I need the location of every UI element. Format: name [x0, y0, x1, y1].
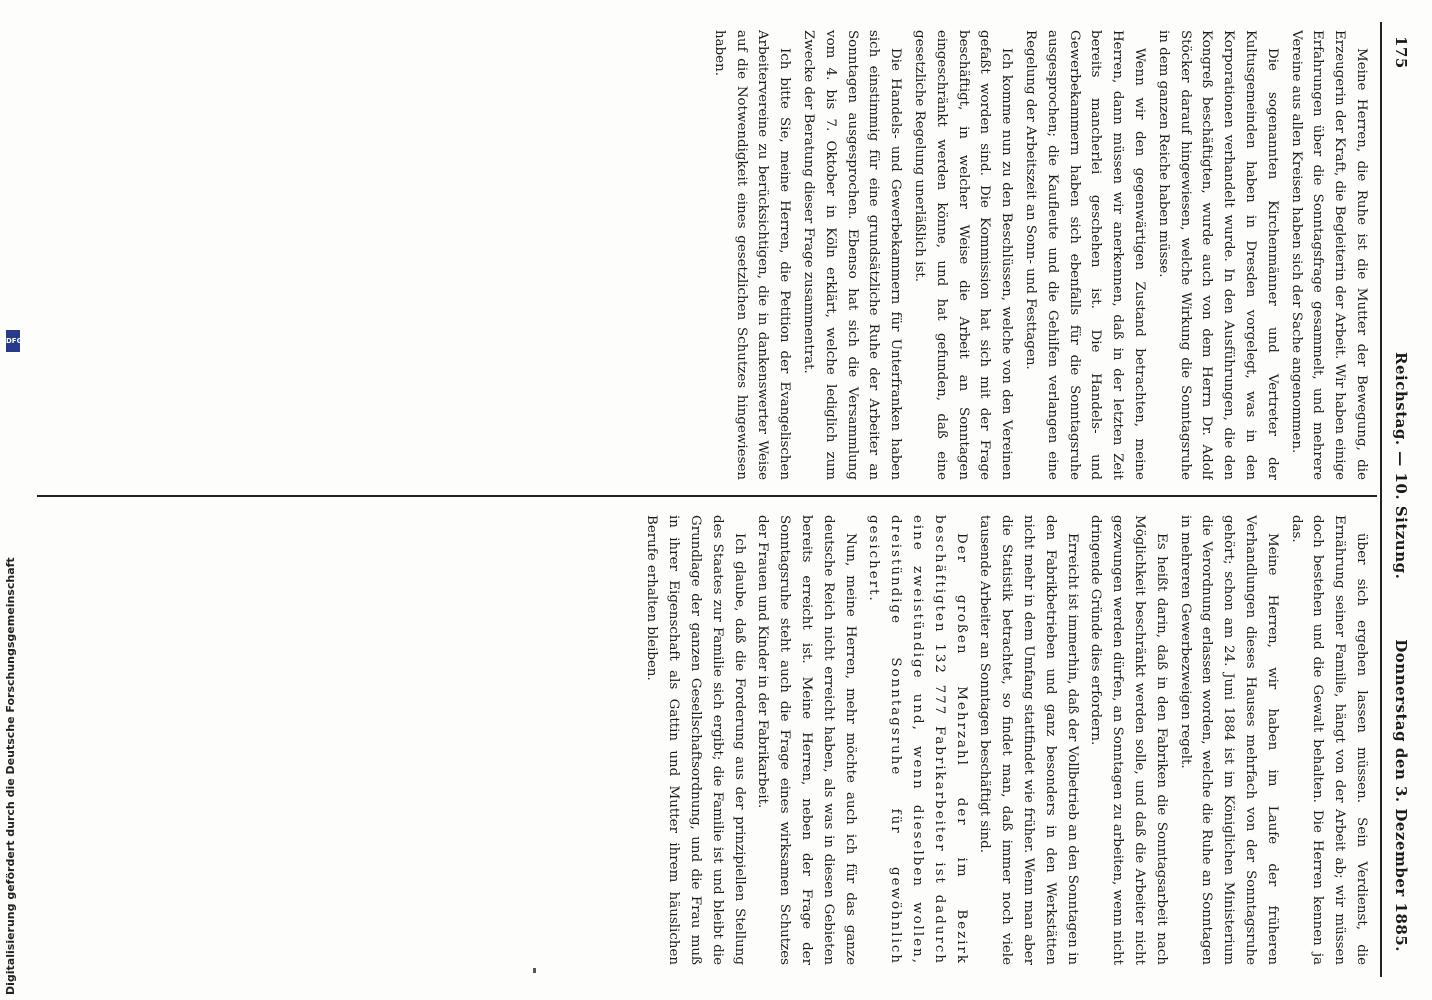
paragraph: Die sogenannten Kirchenmänner und Vertreter der Kultusgemeinden haben in Dresden vorgelegt, was in den Korporationen verhandelt wurde. In den Ausführungen, die den Kongreß beschäftigten, wurde auch von dem Herrn Dr. Adolf Stöcker darauf hingewiesen, welche Wirkung die Sonntagsruhe in dem ganzen Reiche haben müsse. [1155, 30, 1280, 480]
credit-text: Digitalisierung gefördert durch die Deutsche Forschungsgemeinschaft [4, 557, 17, 995]
header-rule [1380, 22, 1382, 977]
paragraph: Nun, meine Herren, mehr möchte auch ich für das ganze deutsche Reich nicht erreicht haben, als was in diesen Gebieten bereits erreicht ist. Meine Herren, neben der Frage der Sonntagsruhe steht auch die Frage eines wirksamen Schutzes der Frauen und Kinder in der Fabrikarbeit. [755, 515, 858, 965]
paragraph: Erreicht ist immerhin, daß der Vollbetrieb an den Sonntagen in den Fabrikbetrieben und ganz besonders in den Werkstätten nicht mehr in dem Umfang stattfindet wie früher. Wenn man aber die Statistik betrachtet, so findet man, daß immer noch viele tausende Arbeiter an Sonntagen beschäftigt sind. [977, 515, 1080, 965]
dfg-logo [6, 330, 23, 352]
paragraph: über sich ergehen lassen müssen. Sein Verdienst, die Ernährung seiner Familie, hängt von der Arbeit ab; wir müssen doch bestehen und die Gewalt behalten. Die Herren kennen ja das. [1288, 515, 1369, 965]
column-divider [37, 495, 1377, 497]
paragraph: Ich komme nun zu den Beschlüssen, welche von den Vereinen gefaßt worden sind. Die Kommission hat sich mit der Frage beschäftigt, in welcher Weise die Arbeit an Sonntagen eingeschränkt werden könne, und hat gefunden, daß eine gesetzliche Regelung unerläßlich ist. [912, 30, 1015, 480]
paragraph: Meine Herren, die Ruhe ist die Mutter der Bewegung, die Erzeugerin der Kraft, die Begleiterin der Arbeit. Wir haben einige Erfahrungen über die Sonntagsfrage gesammelt, und mehrere Vereine aus allen Kreisen haben sich der Sache angenommen. [1288, 30, 1369, 480]
page-date: Donnerstag den 3. Dezember 1885. [1392, 639, 1410, 952]
digitization-credit [4, 330, 22, 995]
paragraph: Ich glaube, daß die Forderung aus der prinzipiellen Stellung des Staates zur Familie sich ergibt; die Familie ist und bleibt die Grundlage der ganzen Gesellschaftsordnung, und die Frau muß in ihrer Eigenschaft als Gattin und Mutter ihrem häuslichen Berufe erhalten bleiben. [644, 515, 747, 965]
paragraph: Die Handels- und Gewerbekammern für Unterfranken haben sich einstimmig für eine grundsätzliche Ruhe der Arbeiter an Sonntagen ausgesprochen. Ebenso hat sich die Versammlung vom 4. bis 7. Oktober in Köln erklärt, welche lediglich zum Zwecke der Beratung dieser Frage zusammentrat. [801, 30, 904, 480]
scan-speck [533, 968, 536, 973]
page-header [1386, 22, 1414, 982]
text-column-right [42, 515, 1372, 965]
paragraph: Der großen Mehrzahl der im Bezirk beschäftigten 132 777 Fabrikarbeiter ist dadurch eine zweistündige und, wenn dieselben wollen, dreistündige Sonntagsruhe für gewöhnlich gesichert. [866, 515, 969, 965]
text-column-left [42, 30, 1372, 480]
paragraph: Meine Herren, wir haben im Laufe der früheren Verhandlungen dieses Hauses mehrfach von der Sonntagsruhe gehört; schon am 24. Juni 1884 ist im Königlichen Ministerium die Verordnung erlassen worden, welche die Ruhe an Sonntagen in mehreren Gewerbezweigen regelt. [1177, 515, 1280, 965]
page-number: 175 [1392, 36, 1410, 69]
paragraph: Wenn wir den gegenwärtigen Zustand betrachten, meine Herren, dann müssen wir anerkennen, daß in der letzten Zeit bereits mancherlei geschehen ist. Die Handels- und Gewerbekammern haben sich ebenfalls für die Sonntagsruhe ausgesprochen; die Kaufleute und die Gehilfen verlangen eine Regelung der Arbeitszeit an Sonn- und Festtagen. [1023, 30, 1148, 480]
page-title: Reichstag. — 10. Sitzung. [1392, 352, 1410, 580]
paragraph: Es heißt darin, daß in den Fabriken die Sonntagsarbeit nach Möglichkeit beschränkt werden solle, und daß die Arbeiter nicht gezwungen werden dürfen, an Sonntagen zu arbeiten, wenn nicht dringende Gründe dies erfordern. [1088, 515, 1169, 965]
paragraph: Ich bitte Sie, meine Herren, die Petition der Evangelischen Arbeitervereine zu berücksichtigen, die in dankenswerter Weise auf die Notwendigkeit eines gesetzlichen Schutzes hingewiesen haben. [711, 30, 793, 480]
dfg-logo-text: DFG [6, 337, 23, 345]
